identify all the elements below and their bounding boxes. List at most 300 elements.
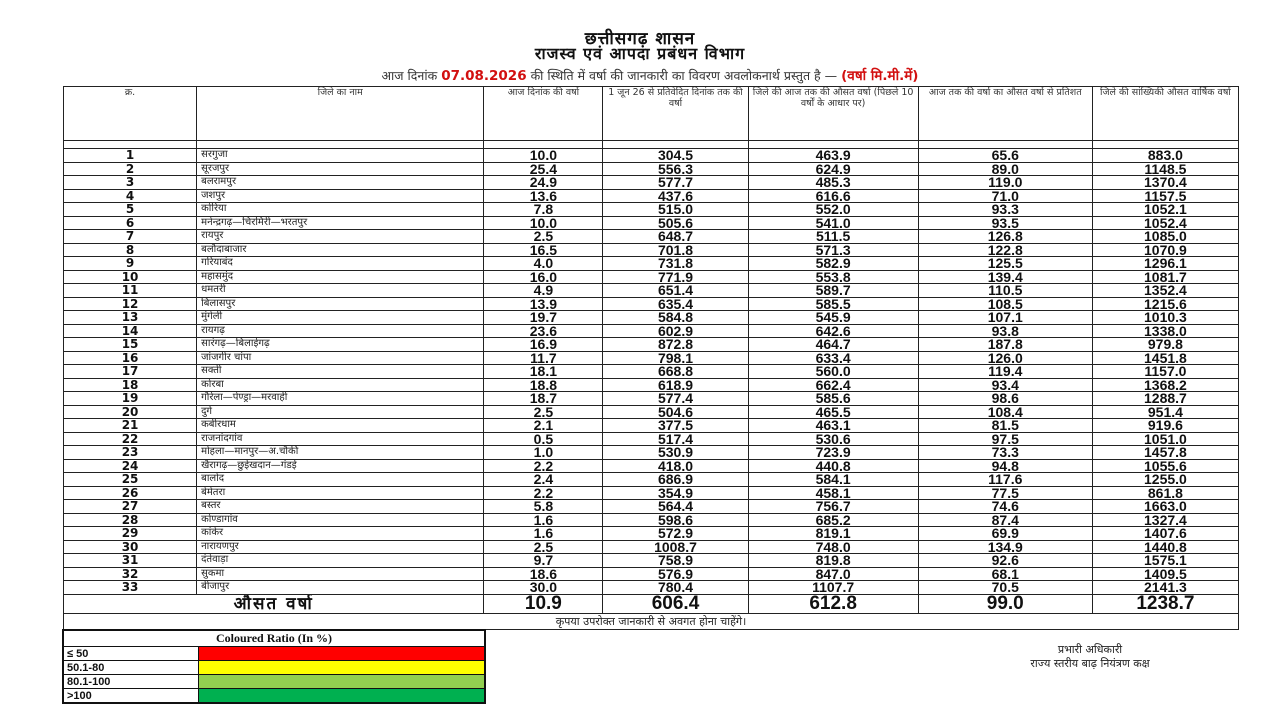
annual-avg-rain: 1663.0 bbox=[1092, 500, 1238, 514]
rain-percent: 139.4 bbox=[918, 270, 1092, 284]
district-name: धमतरी bbox=[197, 284, 484, 298]
table-footer bbox=[64, 594, 1239, 629]
table-row bbox=[64, 486, 1239, 500]
rain-since-june: 635.4 bbox=[603, 297, 748, 311]
row-sn: 5 bbox=[64, 203, 197, 217]
rain-percent: 134.9 bbox=[918, 540, 1092, 554]
table-row bbox=[64, 351, 1239, 365]
table-row bbox=[64, 216, 1239, 230]
district-name: सरगुजा bbox=[197, 149, 484, 163]
row-sn: 33 bbox=[64, 581, 197, 595]
rain-percent: 70.5 bbox=[918, 581, 1092, 595]
rain-today: 2.4 bbox=[484, 473, 603, 487]
row-sn: 10 bbox=[64, 270, 197, 284]
note-row bbox=[64, 613, 1239, 629]
rain-since-june: 1008.7 bbox=[603, 540, 748, 554]
col-header-avg-to-date: जिले की आज तक की औसत वर्षा (पिछले 10 वर्षों के आधार पर) bbox=[748, 87, 918, 141]
district-name: गौरेला—पेण्ड्रा—मरवाही bbox=[197, 392, 484, 406]
table-row bbox=[64, 446, 1239, 460]
rain-today: 2.2 bbox=[484, 486, 603, 500]
report-date: 07.08.2026 bbox=[441, 68, 527, 84]
colour-legend bbox=[62, 629, 486, 704]
unit-label: (वर्षा मि.मी.में) bbox=[841, 68, 919, 84]
rain-percent: 108.4 bbox=[918, 405, 1092, 419]
avg-rain-to-date: 624.9 bbox=[748, 162, 918, 176]
annual-avg-rain: 1409.5 bbox=[1092, 567, 1238, 581]
table-row bbox=[64, 243, 1239, 257]
district-name: दंतेवाड़ा bbox=[197, 554, 484, 568]
rain-today: 1.6 bbox=[484, 513, 603, 527]
row-sn: 27 bbox=[64, 500, 197, 514]
district-name: सुकमा bbox=[197, 567, 484, 581]
average-since-june: 606.4 bbox=[603, 594, 748, 613]
avg-rain-to-date: 511.5 bbox=[748, 230, 918, 244]
rain-today: 0.5 bbox=[484, 432, 603, 446]
table-row bbox=[64, 257, 1239, 271]
avg-rain-to-date: 458.1 bbox=[748, 486, 918, 500]
table-row bbox=[64, 581, 1239, 595]
district-name: रायगढ़ bbox=[197, 324, 484, 338]
district-name: महासमुंद bbox=[197, 270, 484, 284]
annual-avg-rain: 1296.1 bbox=[1092, 257, 1238, 271]
header-subtitle bbox=[0, 66, 1280, 84]
row-sn: 30 bbox=[64, 540, 197, 554]
rain-today: 2.5 bbox=[484, 405, 603, 419]
rain-since-june: 701.8 bbox=[603, 243, 748, 257]
table-row bbox=[64, 554, 1239, 568]
table-row bbox=[64, 527, 1239, 541]
avg-rain-to-date: 748.0 bbox=[748, 540, 918, 554]
district-name: जशपुर bbox=[197, 189, 484, 203]
rain-today: 2.1 bbox=[484, 419, 603, 433]
rain-percent: 122.8 bbox=[918, 243, 1092, 257]
table-row bbox=[64, 392, 1239, 406]
row-sn: 7 bbox=[64, 230, 197, 244]
rain-since-june: 354.9 bbox=[603, 486, 748, 500]
subtitle-prefix: आज दिनांक bbox=[381, 68, 438, 83]
district-name: बलरामपुर bbox=[197, 176, 484, 190]
annual-avg-rain: 883.0 bbox=[1092, 149, 1238, 163]
rain-percent: 65.6 bbox=[918, 149, 1092, 163]
rain-today: 9.7 bbox=[484, 554, 603, 568]
rain-today: 18.6 bbox=[484, 567, 603, 581]
rain-percent: 89.0 bbox=[918, 162, 1092, 176]
avg-rain-to-date: 1107.7 bbox=[748, 581, 918, 595]
table-row bbox=[64, 500, 1239, 514]
annual-avg-rain: 1070.9 bbox=[1092, 243, 1238, 257]
annual-avg-rain: 1407.6 bbox=[1092, 527, 1238, 541]
rain-since-june: 584.8 bbox=[603, 311, 748, 325]
row-sn: 29 bbox=[64, 527, 197, 541]
legend-swatch bbox=[198, 661, 485, 675]
district-name: सूरजपुर bbox=[197, 162, 484, 176]
row-sn: 6 bbox=[64, 216, 197, 230]
rain-today: 1.6 bbox=[484, 527, 603, 541]
row-sn: 32 bbox=[64, 567, 197, 581]
legend-range: 80.1-100 bbox=[63, 675, 198, 689]
annual-avg-rain: 1575.1 bbox=[1092, 554, 1238, 568]
annual-avg-rain: 919.6 bbox=[1092, 419, 1238, 433]
avg-rain-to-date: 463.1 bbox=[748, 419, 918, 433]
note-text: कृपया उपरोक्त जानकारी से अवगत होना चाहेंगे। bbox=[64, 613, 1239, 629]
spacer-row bbox=[64, 141, 1239, 149]
annual-avg-rain: 861.8 bbox=[1092, 486, 1238, 500]
annual-avg-rain: 1052.4 bbox=[1092, 216, 1238, 230]
rain-today: 10.0 bbox=[484, 149, 603, 163]
header-department: राजस्व एवं आपदा प्रबंधन विभाग bbox=[534, 44, 746, 63]
rain-since-june: 651.4 bbox=[603, 284, 748, 298]
rain-today: 1.0 bbox=[484, 446, 603, 460]
rain-today: 16.9 bbox=[484, 338, 603, 352]
table-row bbox=[64, 162, 1239, 176]
annual-avg-rain: 1352.4 bbox=[1092, 284, 1238, 298]
row-sn: 14 bbox=[64, 324, 197, 338]
row-sn: 18 bbox=[64, 378, 197, 392]
annual-avg-rain: 1370.4 bbox=[1092, 176, 1238, 190]
rain-percent: 77.5 bbox=[918, 486, 1092, 500]
avg-rain-to-date: 685.2 bbox=[748, 513, 918, 527]
rain-percent: 125.5 bbox=[918, 257, 1092, 271]
table-body bbox=[64, 141, 1239, 595]
legend-row bbox=[63, 647, 485, 661]
rain-since-june: 572.9 bbox=[603, 527, 748, 541]
table-row bbox=[64, 405, 1239, 419]
table-row bbox=[64, 324, 1239, 338]
district-name: कबीरधाम bbox=[197, 419, 484, 433]
row-sn: 1 bbox=[64, 149, 197, 163]
rain-percent: 97.5 bbox=[918, 432, 1092, 446]
rain-today: 16.0 bbox=[484, 270, 603, 284]
rain-percent: 126.0 bbox=[918, 351, 1092, 365]
district-name: कोरबा bbox=[197, 378, 484, 392]
avg-rain-to-date: 585.5 bbox=[748, 297, 918, 311]
table-row bbox=[64, 459, 1239, 473]
table-row bbox=[64, 419, 1239, 433]
row-sn: 12 bbox=[64, 297, 197, 311]
rain-percent: 69.9 bbox=[918, 527, 1092, 541]
table-row bbox=[64, 189, 1239, 203]
rain-since-june: 872.8 bbox=[603, 338, 748, 352]
rain-since-june: 576.9 bbox=[603, 567, 748, 581]
rainfall-table bbox=[63, 86, 1239, 630]
rain-since-june: 798.1 bbox=[603, 351, 748, 365]
avg-rain-to-date: 723.9 bbox=[748, 446, 918, 460]
avg-rain-to-date: 552.0 bbox=[748, 203, 918, 217]
annual-avg-rain: 1010.3 bbox=[1092, 311, 1238, 325]
row-sn: 2 bbox=[64, 162, 197, 176]
avg-rain-to-date: 465.5 bbox=[748, 405, 918, 419]
rain-percent: 68.1 bbox=[918, 567, 1092, 581]
avg-rain-to-date: 847.0 bbox=[748, 567, 918, 581]
district-name: नारायणपुर bbox=[197, 540, 484, 554]
row-sn: 20 bbox=[64, 405, 197, 419]
annual-avg-rain: 1288.7 bbox=[1092, 392, 1238, 406]
rain-today: 7.8 bbox=[484, 203, 603, 217]
row-sn: 4 bbox=[64, 189, 197, 203]
rain-percent: 71.0 bbox=[918, 189, 1092, 203]
rain-since-june: 556.3 bbox=[603, 162, 748, 176]
legend-swatch bbox=[198, 647, 485, 661]
rain-since-june: 377.5 bbox=[603, 419, 748, 433]
col-header-annual-avg: जिले की सांख्यिकी औसत वार्षिक वर्षा bbox=[1092, 87, 1238, 141]
legend-range: ≤ 50 bbox=[63, 647, 198, 661]
rain-today: 18.7 bbox=[484, 392, 603, 406]
annual-avg-rain: 1215.6 bbox=[1092, 297, 1238, 311]
rain-since-june: 564.4 bbox=[603, 500, 748, 514]
rain-since-june: 504.6 bbox=[603, 405, 748, 419]
district-name: सक्ती bbox=[197, 365, 484, 379]
district-name: मुंगेली bbox=[197, 311, 484, 325]
rain-percent: 119.4 bbox=[918, 365, 1092, 379]
row-sn: 15 bbox=[64, 338, 197, 352]
rain-today: 2.5 bbox=[484, 230, 603, 244]
rain-today: 30.0 bbox=[484, 581, 603, 595]
rain-since-june: 686.9 bbox=[603, 473, 748, 487]
row-sn: 11 bbox=[64, 284, 197, 298]
rain-today: 13.9 bbox=[484, 297, 603, 311]
rain-since-june: 517.4 bbox=[603, 432, 748, 446]
rain-percent: 110.5 bbox=[918, 284, 1092, 298]
table-row bbox=[64, 176, 1239, 190]
average-percent: 99.0 bbox=[918, 594, 1092, 613]
table-row bbox=[64, 311, 1239, 325]
table-row bbox=[64, 149, 1239, 163]
row-sn: 31 bbox=[64, 554, 197, 568]
average-annual: 1238.7 bbox=[1092, 594, 1238, 613]
district-name: रायपुर bbox=[197, 230, 484, 244]
rain-today: 2.2 bbox=[484, 459, 603, 473]
rain-since-june: 602.9 bbox=[603, 324, 748, 338]
rain-percent: 187.8 bbox=[918, 338, 1092, 352]
row-sn: 8 bbox=[64, 243, 197, 257]
avg-rain-to-date: 530.6 bbox=[748, 432, 918, 446]
district-name: कांकेर bbox=[197, 527, 484, 541]
row-sn: 25 bbox=[64, 473, 197, 487]
rain-since-june: 758.9 bbox=[603, 554, 748, 568]
rain-percent: 93.4 bbox=[918, 378, 1092, 392]
district-name: बिलासपुर bbox=[197, 297, 484, 311]
col-header-today: आज दिनांक की वर्षा bbox=[484, 87, 603, 141]
rain-today: 13.6 bbox=[484, 189, 603, 203]
annual-avg-rain: 1051.0 bbox=[1092, 432, 1238, 446]
annual-avg-rain: 1327.4 bbox=[1092, 513, 1238, 527]
rain-today: 4.9 bbox=[484, 284, 603, 298]
rain-today: 5.8 bbox=[484, 500, 603, 514]
rain-percent: 92.6 bbox=[918, 554, 1092, 568]
legend-row bbox=[63, 661, 485, 675]
row-sn: 21 bbox=[64, 419, 197, 433]
annual-avg-rain: 1081.7 bbox=[1092, 270, 1238, 284]
row-sn: 23 bbox=[64, 446, 197, 460]
legend-row bbox=[63, 689, 485, 704]
signature-office: राज्य स्तरीय बाढ़ नियंत्रण कक्ष bbox=[1030, 657, 1150, 670]
rain-since-june: 648.7 bbox=[603, 230, 748, 244]
table-row bbox=[64, 567, 1239, 581]
table-row bbox=[64, 270, 1239, 284]
annual-avg-rain: 951.4 bbox=[1092, 405, 1238, 419]
rain-percent: 87.4 bbox=[918, 513, 1092, 527]
rain-today: 16.5 bbox=[484, 243, 603, 257]
average-today: 10.9 bbox=[484, 594, 603, 613]
rain-today: 11.7 bbox=[484, 351, 603, 365]
avg-rain-to-date: 584.1 bbox=[748, 473, 918, 487]
district-name: जांजगीर चांपा bbox=[197, 351, 484, 365]
rain-percent: 93.3 bbox=[918, 203, 1092, 217]
annual-avg-rain: 979.8 bbox=[1092, 338, 1238, 352]
table-row bbox=[64, 540, 1239, 554]
district-name: मोहला—मानपुर—अ.चौकी bbox=[197, 446, 484, 460]
rain-percent: 107.1 bbox=[918, 311, 1092, 325]
legend-range: >100 bbox=[63, 689, 198, 704]
table-row bbox=[64, 338, 1239, 352]
rain-percent: 108.5 bbox=[918, 297, 1092, 311]
rain-since-june: 437.6 bbox=[603, 189, 748, 203]
row-sn: 13 bbox=[64, 311, 197, 325]
rain-since-june: 577.7 bbox=[603, 176, 748, 190]
average-label: औसत वर्षा bbox=[64, 594, 484, 613]
district-name: बीजापुर bbox=[197, 581, 484, 595]
rain-percent: 117.6 bbox=[918, 473, 1092, 487]
avg-rain-to-date: 633.4 bbox=[748, 351, 918, 365]
rain-percent: 73.3 bbox=[918, 446, 1092, 460]
rain-since-june: 418.0 bbox=[603, 459, 748, 473]
rain-since-june: 577.4 bbox=[603, 392, 748, 406]
signature-title: प्रभारी अधिकारी bbox=[1057, 643, 1123, 656]
district-name: गरियाबंद bbox=[197, 257, 484, 271]
rain-today: 23.6 bbox=[484, 324, 603, 338]
avg-rain-to-date: 662.4 bbox=[748, 378, 918, 392]
avg-rain-to-date: 485.3 bbox=[748, 176, 918, 190]
table-row bbox=[64, 203, 1239, 217]
annual-avg-rain: 1338.0 bbox=[1092, 324, 1238, 338]
row-sn: 17 bbox=[64, 365, 197, 379]
annual-avg-rain: 1085.0 bbox=[1092, 230, 1238, 244]
row-sn: 28 bbox=[64, 513, 197, 527]
table-header-row bbox=[64, 87, 1239, 141]
avg-rain-to-date: 464.7 bbox=[748, 338, 918, 352]
avg-rain-to-date: 616.6 bbox=[748, 189, 918, 203]
avg-rain-to-date: 642.6 bbox=[748, 324, 918, 338]
rain-today: 10.0 bbox=[484, 216, 603, 230]
row-sn: 19 bbox=[64, 392, 197, 406]
avg-rain-to-date: 553.8 bbox=[748, 270, 918, 284]
rain-percent: 74.6 bbox=[918, 500, 1092, 514]
avg-rain-to-date: 463.9 bbox=[748, 149, 918, 163]
table-row bbox=[64, 378, 1239, 392]
annual-avg-rain: 1055.6 bbox=[1092, 459, 1238, 473]
rain-percent: 119.0 bbox=[918, 176, 1092, 190]
rain-today: 18.1 bbox=[484, 365, 603, 379]
annual-avg-rain: 1368.2 bbox=[1092, 378, 1238, 392]
annual-avg-rain: 1148.5 bbox=[1092, 162, 1238, 176]
legend-swatch bbox=[198, 675, 485, 689]
avg-rain-to-date: 819.8 bbox=[748, 554, 918, 568]
rain-since-june: 304.5 bbox=[603, 149, 748, 163]
table-row bbox=[64, 365, 1239, 379]
district-name: मनेन्द्रगढ़—चिरमिरी—भरतपुर bbox=[197, 216, 484, 230]
legend-range: 50.1-80 bbox=[63, 661, 198, 675]
rain-since-june: 618.9 bbox=[603, 378, 748, 392]
table-row bbox=[64, 513, 1239, 527]
rain-percent: 93.5 bbox=[918, 216, 1092, 230]
rain-since-june: 780.4 bbox=[603, 581, 748, 595]
district-name: कोरिया bbox=[197, 203, 484, 217]
district-name: कोण्डागांव bbox=[197, 513, 484, 527]
annual-avg-rain: 1255.0 bbox=[1092, 473, 1238, 487]
avg-rain-to-date: 541.0 bbox=[748, 216, 918, 230]
rain-percent: 126.8 bbox=[918, 230, 1092, 244]
subtitle-middle: की स्थिति में वर्षा की जानकारी का विवरण अवलोकनार्थ प्रस्तुत है — bbox=[530, 68, 838, 83]
avg-rain-to-date: 585.6 bbox=[748, 392, 918, 406]
col-header-district: जिले का नाम bbox=[197, 87, 484, 141]
rain-since-june: 515.0 bbox=[603, 203, 748, 217]
avg-rain-to-date: 440.8 bbox=[748, 459, 918, 473]
rain-since-june: 505.6 bbox=[603, 216, 748, 230]
rain-since-june: 771.9 bbox=[603, 270, 748, 284]
table-row bbox=[64, 432, 1239, 446]
table-row bbox=[64, 230, 1239, 244]
legend-title: Coloured Ratio (In %) bbox=[63, 630, 485, 647]
col-header-since-june: 1 जून 26 से प्रतिवेदित दिनांक तक की वर्षा bbox=[603, 87, 748, 141]
average-avg-to-date: 612.8 bbox=[748, 594, 918, 613]
annual-avg-rain: 1457.8 bbox=[1092, 446, 1238, 460]
rain-today: 25.4 bbox=[484, 162, 603, 176]
district-name: बेमेतरा bbox=[197, 486, 484, 500]
avg-rain-to-date: 545.9 bbox=[748, 311, 918, 325]
district-name: बालोद bbox=[197, 473, 484, 487]
annual-avg-rain: 1451.8 bbox=[1092, 351, 1238, 365]
annual-avg-rain: 2141.3 bbox=[1092, 581, 1238, 595]
legend-swatch bbox=[198, 689, 485, 704]
avg-rain-to-date: 819.1 bbox=[748, 527, 918, 541]
row-sn: 26 bbox=[64, 486, 197, 500]
avg-rain-to-date: 560.0 bbox=[748, 365, 918, 379]
district-name: खैरागढ़—छुईखदान—गंडई bbox=[197, 459, 484, 473]
annual-avg-rain: 1440.8 bbox=[1092, 540, 1238, 554]
legend-title-row bbox=[63, 630, 485, 647]
table-row bbox=[64, 473, 1239, 487]
row-sn: 24 bbox=[64, 459, 197, 473]
annual-avg-rain: 1157.0 bbox=[1092, 365, 1238, 379]
rain-since-june: 530.9 bbox=[603, 446, 748, 460]
avg-rain-to-date: 582.9 bbox=[748, 257, 918, 271]
district-name: सारंगढ़—बिलाईगढ़ bbox=[197, 338, 484, 352]
rain-today: 2.5 bbox=[484, 540, 603, 554]
district-name: बलौदाबाजार bbox=[197, 243, 484, 257]
rain-today: 4.0 bbox=[484, 257, 603, 271]
row-sn: 16 bbox=[64, 351, 197, 365]
legend-row bbox=[63, 675, 485, 689]
table-row bbox=[64, 284, 1239, 298]
row-sn: 22 bbox=[64, 432, 197, 446]
district-name: राजनांदगांव bbox=[197, 432, 484, 446]
district-name: बस्तर bbox=[197, 500, 484, 514]
rain-percent: 98.6 bbox=[918, 392, 1092, 406]
col-header-percent: आज तक की वर्षा का औसत वर्षा से प्रतिशत bbox=[918, 87, 1092, 141]
rain-since-june: 731.8 bbox=[603, 257, 748, 271]
header-govt: छत्तीसगढ़ शासन bbox=[584, 29, 696, 49]
row-sn: 9 bbox=[64, 257, 197, 271]
average-row bbox=[64, 594, 1239, 613]
rain-today: 24.9 bbox=[484, 176, 603, 190]
row-sn: 3 bbox=[64, 176, 197, 190]
rain-since-june: 598.6 bbox=[603, 513, 748, 527]
avg-rain-to-date: 589.7 bbox=[748, 284, 918, 298]
avg-rain-to-date: 571.3 bbox=[748, 243, 918, 257]
table-row bbox=[64, 297, 1239, 311]
district-name: दुर्ग bbox=[197, 405, 484, 419]
rain-percent: 94.8 bbox=[918, 459, 1092, 473]
